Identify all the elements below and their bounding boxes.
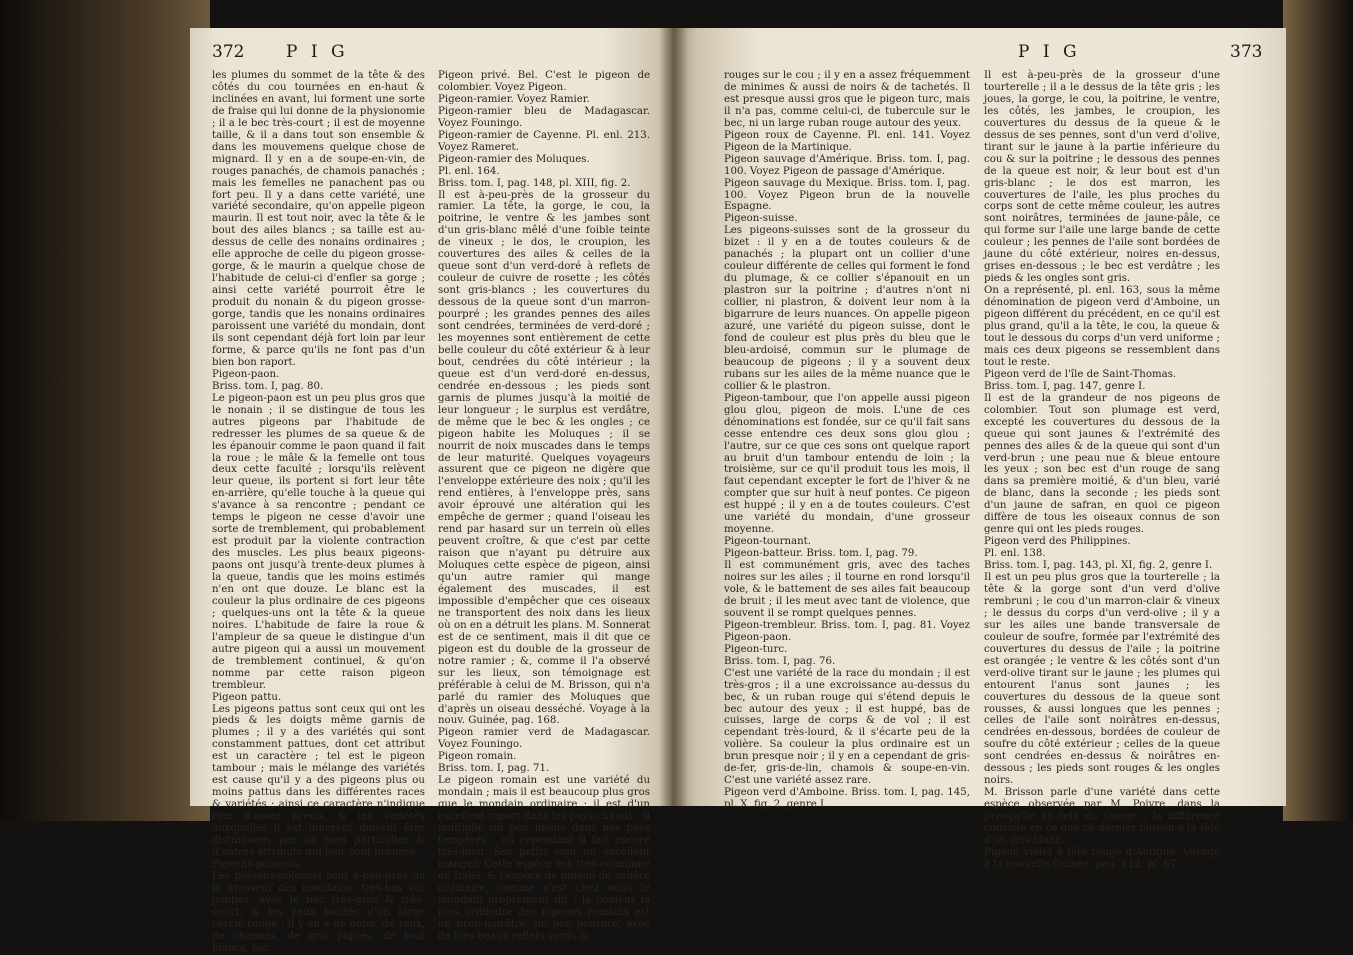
left-page-edges <box>0 0 210 821</box>
right-running-head: P I G <box>1018 42 1081 62</box>
right-column-1: rouges sur le cou ; il y en a assez fréquemment de minimes & aussi de noirs & de tachetés. Il est presque aussi gros que le pigeon turc, mais il n'a pas, comme celui-ci, de tubercule sur le bec, ni un large ruban rouge autour des yeux. Pigeon roux de Cayenne. Pl. enl. 141. Voyez Pigeon de la Martinique. Pigeon sauvage d'Amérique. Briss. tom. I, pag. 100. Voyez Pigeon de passage d'Amérique. Pigeon sauvage du Mexique. Briss. tom. I, pag. 100. Voyez Pigeon brun de la nouvelle Espagne. Pigeon-suisse. Les pigeons-suisses sont de la grosseur du bizet : il y en a de toutes couleurs & de panachés ; la plupart ont un collier d'une couleur différente de celles qui forment le fond du plumage, & ce collier s'épanouit en un plastron sur la poitrine ; d'autres n'ont ni collier, ni plastron, & doivent leur nom à la bigarrure de leurs nuances. On appelle pigeon azuré, une variété du pigeon suisse, dont le fond de couleur est plus près du bleu que le bleu-ardoisé, commun sur le plumage de beaucoup de pigeons ; il y a souvent deux rubans sur les ailes de la même nuance que le collier & le plastron. Pigeon-tambour, que l'on appelle aussi pigeon glou glou, pigeon de mois. L'une de ces dénominations est fondée, sur ce qu'il fait sans cesse entendre ces deux sons glou glou ; l'autre, sur ce que ces sons ont quelque raport au bruit d'un tambour entendu de loin ; la troisième, sur ce qu'il produit tous les mois, il faut cependant excepter le fort de l'hiver & ne compter que sur huit à neuf pontes. Ce pigeon est huppé ; il y en a de toutes couleurs. C'est une variété du mondain, d'une grosseur moyenne. Pigeon-tournant. Pigeon-batteur. Briss. tom. I, pag. 79. Il est communément gris, avec des taches noires sur les ailes ; il tourne en rond lorsqu'il vole, & le battement de ses ailes fait beaucoup de bruit ; il les meut avec tant de violence, que souvent il se rompt quelques pennes. Pigeon-trembleur. Briss. tom. I, pag. 81. Voyez Pigeon-paon. Pigeon-turc. Briss. tom. I, pag. 76. C'est une variété de la race du mondain ; il est très-gros ; il a une excroissance au-dessus du bec, & un ruban rouge qui s'étend depuis le bec autour des yeux ; il est huppé, bas de cuisses, large de corps & de vol ; il est cependant très-lourd, & il s'écarte peu de la volière. Sa couleur la plus ordinaire est un brun presque noir ; il y en a cependant de gris-de-fer, gris-de-lin, chamois & soupe-en-vin. C'est une variété assez rare. Pigeon verd d'Amboine. Briss. tom. I, pag. 145, pl. X, fig. 2, genre I. <box>724 70 970 811</box>
right-page <box>672 28 1286 870</box>
right-page-edges <box>1283 0 1353 821</box>
left-page <box>190 28 672 954</box>
book-gutter <box>660 28 688 806</box>
left-running-head: P I G <box>286 42 349 62</box>
left-page-number: 372 <box>212 42 245 62</box>
right-column-2: Il est à-peu-près de la grosseur d'une tourterelle ; il a le dessus de la tête gris ; les joues, la gorge, le cou, la poitrine, le ventre, les côtés, les jambes, le croupion, les couvertures du dessus de la queue & le dessus de ses pennes, sont d'un verd d'olive, tirant sur le jaune à la partie inférieure du cou & sur la poitrine ; le dessous des pennes de la queue est noir, & leur bout est d'un gris-blanc ; le dos est marron, les couvertures de l'aile, les plus proches du corps sont de cette même couleur, les autres sont noirâtres, terminées de jaune-pâle, ce qui forme sur l'aile une large bande de cette couleur ; les pennes de l'aile sont bordées de jaune du côté extérieur, noires en-dessus, grises en-dessous ; le bec est verdâtre ; les pieds & les ongles sont gris. On a représenté, pl. enl. 163, sous la même dénomination de pigeon verd d'Amboine, un pigeon différent du précédent, en ce qu'il est plus grand, qu'il a la tête, le cou, la queue & tout le dessous du corps d'un verd uniforme ; mais ces deux pigeons se ressemblent dans tout le reste. Pigeon verd de l'île de Saint-Thomas. Briss. tom. I, pag. 147, genre I. Il est de la grandeur de nos pigeons de colombier. Tout son plumage est verd, excepté les couvertures du dessous de la queue qui sont jaunes & l'extrémité des pennes des ailes & de la queue qui sont d'un verd-brun ; une peau nue & bleue entoure les yeux ; son bec est d'un rouge de sang dans sa première moitié, & d'un bleu, varié de blanc, dans la seconde ; les pieds sont d'un jaune de safran, en quoi ce pigeon diffère de tous les oiseaux connus de son genre qui ont les pieds rouges. Pigeon verd des Philippines. Pl. enl. 138. Briss. tom. I, pag. 143, pl. XI, fig. 2, genre I. Il est un peu plus gros que la tourterelle ; la tête & la gorge sont d'un verd d'olive rembruni ; le cou d'un marron-clair & vineux ; le dessus du corps d'un verd-olive ; il y a sur les ailes une bande transversale de couleur de soufre, formée par l'extrémité des couvertures du dessus de l'aile ; la poitrine est orangée ; le ventre & les côtés sont d'un verd-olive tirant sur le jaune ; les plumes qui entourent l'anus sont jaunes ; les couvertures du dessous de la queue sont rousses, & aussi longues que les pennes ; celles de l'aile sont noirâtres en-dessus, cendrées en-dessous, bordées de couleur de soufre du côté extérieur ; celles de la queue sont cendrées en-dessus & noirâtres en-dessous ; les pieds sont rouges & les ongles noirs. M. Brisson parle d'une variété dans cette espèce observée par M. Poivre, dans la presqu'île au-delà du Gange ; la différence consiste en ce que ce dernier pigeon a la tête d'un gris-blanc. Pigeon violet à tête rouge d'Antigue. Voyage à la nouvelle Guinée, pag. 112, pl. 67. <box>984 70 1220 870</box>
right-page-number: 373 <box>1230 42 1263 62</box>
left-column-1: les plumes du sommet de la tête & des côtés du cou tournées en en-haut & inclinées en avant, lui forment une sorte de fraise qui lui donne de la physionomie ; il a le bec très-court ; il est de moyenne taille, & il a dans tout son ensemble & dans les mouvemens quelque chose de mignard. Il y en a de soupe-en-vin, de rouges panachés, de chamois panachés ; mais les femelles ne panachent pas ou fort peu. Il y a dans cette variété, une variété secondaire, qu'on appelle pigeon maurin. Il est tout noir, avec la tête & le bout des ailes blancs ; sa taille est au-dessus de celle des nonains ordinaires ; elle approche de celle du pigeon grosse-gorge, & le maurin a quelque chose de l'habitude de celui-ci d'enfler sa gorge ; ainsi cette variété pourroit être le produit du nonain & du pigeon grosse-gorge, tandis que les nonains ordinaires paroissent une variété du mondain, dont ils sont cependant déjà fort loin par leur forme, & parce qu'ils ne font pas d'un bien bon raport. Pigeon-paon. Briss. tom. I, pag. 80. Le pigeon-paon est un peu plus gros que le nonain ; il se distingue de tous les autres pigeons par l'habitude de redresser les plumes de sa queue & de les épanouir comme le paon quand il fait la roue ; le mâle & la femelle ont tous deux cette faculté ; lorsqu'ils relèvent leur queue, ils portent si fort leur tête en-arrière, qu'elle touche à la queue qui s'avance à sa rencontre ; pendant ce temps le pigeon ne cesse d'avoir une sorte de tremblement, qui probablement est produit par la violente contraction des muscles. Les plus beaux pigeons-paons ont jusqu'à trente-deux plumes à la queue, tandis que les moins estimés n'en ont que douze. Le blanc est la couleur la plus ordinaire de ces pigeons ; quelques-uns ont la tête & la queue noires. L'habitude de faire la roue & l'ampleur de sa queue le distingue d'un autre pigeon qui a aussi un mouvement de tremblement continuel, & qu'on nomme par cette raison pigeon trembleur. Pigeon pattu. Les pigeons pattus sont ceux qui ont les pieds & les doigts même garnis de plumes ; il y a des variétés qui sont constamment pattues, dont cet attribut est un caractère ; tel est le pigeon tambour ; mais le mélange des variétés est cause qu'il y a des pigeons plus ou moins pattus dans les différentes races & variétés ; ainsi ce caractère n'indique rien d'assez précis, & les variétés auxquelles il est inhérent doivent être distinguées par un nom particulier & d'autres attributs qui leur sont propres. Pigeons-polonois. Les pigeons-polonois sont à-peu-près de la grosseur des mondains, très-bas sur jambes, avec le bec très-gros & très-court, & les yeux bordés d'un large cercle rouge ; il y en a de noirs, de roux, de chamois, de gris piqués, de tout blancs, &c. <box>212 70 425 954</box>
left-column-2: Pigeon privé. Bel. C'est le pigeon de colombier. Voyez Pigeon. Pigeon-ramier. Voyez Ramier. Pigeon-ramier bleu de Madagascar. Voyez Founingo. Pigeon-ramier de Cayenne. Pl. enl. 213. Voyez Rameret. Pigeon-ramier des Moluques. Pl. enl. 164. Briss. tom. I, pag. 148, pl. XIII, fig. 2. Il est à-peu-près de la grosseur du ramier. La tête, la gorge, le cou, la poitrine, le ventre & les jambes sont d'un gris-blanc mêlé d'une foible teinte de vineux ; le dos, le croupion, les couvertures des ailes & celles de la queue sont d'un verd-doré à reflets de couleur de cuivre de rosette ; les côtés sont gris-blancs ; les couvertures du dessous de la queue sont d'un marron-pourpré ; les grandes pennes des ailes sont cendrées, terminées de verd-doré ; les moyennes sont entièrement de cette belle couleur du côté extérieur & à leur bout, cendrées du côté intérieur ; la queue est d'un verd-doré en-dessus, cendrée en-dessous ; les pieds sont garnis de plumes jusqu'à la moitié de leur longueur ; le surplus est verdâtre, de même que le bec & les ongles ; ce pigeon habite les Moluques ; il se nourrit de noix muscades dans le temps de leur maturité. Quelques voyageurs assurent que ce pigeon ne digère que l'enveloppe extérieure des noix ; qu'il les rend entières, à l'enveloppe près, sans avoir éprouvé une altération qui les empêche de germer ; quand l'oiseau les rend par hasard sur un terrein où elles peuvent croître, & que c'est par cette raison que n'ayant pu détruire aux Moluques cette espèce de pigeon, ainsi qu'un autre ramier qui mange également des muscades, il est impossible d'empêcher que ces oiseaux ne transportent des noix dans les lieux où on en a détruit les plans. M. Sonnerat est de ce sentiment, mais il dit que ce pigeon est du double de la grosseur de notre ramier ; &, comme il l'a observé sur les lieux, son témoignage est préférable à celui de M. Brisson, qui n'a parlé du ramier des Moluques que d'après un oiseau desséché. Voyage à la nouv. Guinée, pag. 168. Pigeon ramier verd de Madagascar. Voyez Founingo. Pigeon romain. Briss. tom. I, pag. 71. Le pigeon romain est une variété du mondain ; mais il est beaucoup plus gros que le mondain ordinaire ; il est d'un excellent raport dans les pays chauds ; il multiplie un peu moins dans nos pays tempérés ; où cependant il fait encore très-bien. Ses petits sont un excellent manger. Cette espèce est très-commune en Italie, & l'espèce de pigeon de volière ordinaire, comme c'est chez nous le mondain proprement dit ; la couleur la plus ordinaire des pigeons romains est un brun-noirâtre, un peu pourpré, avec de très-beaux reflets verds & <box>438 70 650 942</box>
